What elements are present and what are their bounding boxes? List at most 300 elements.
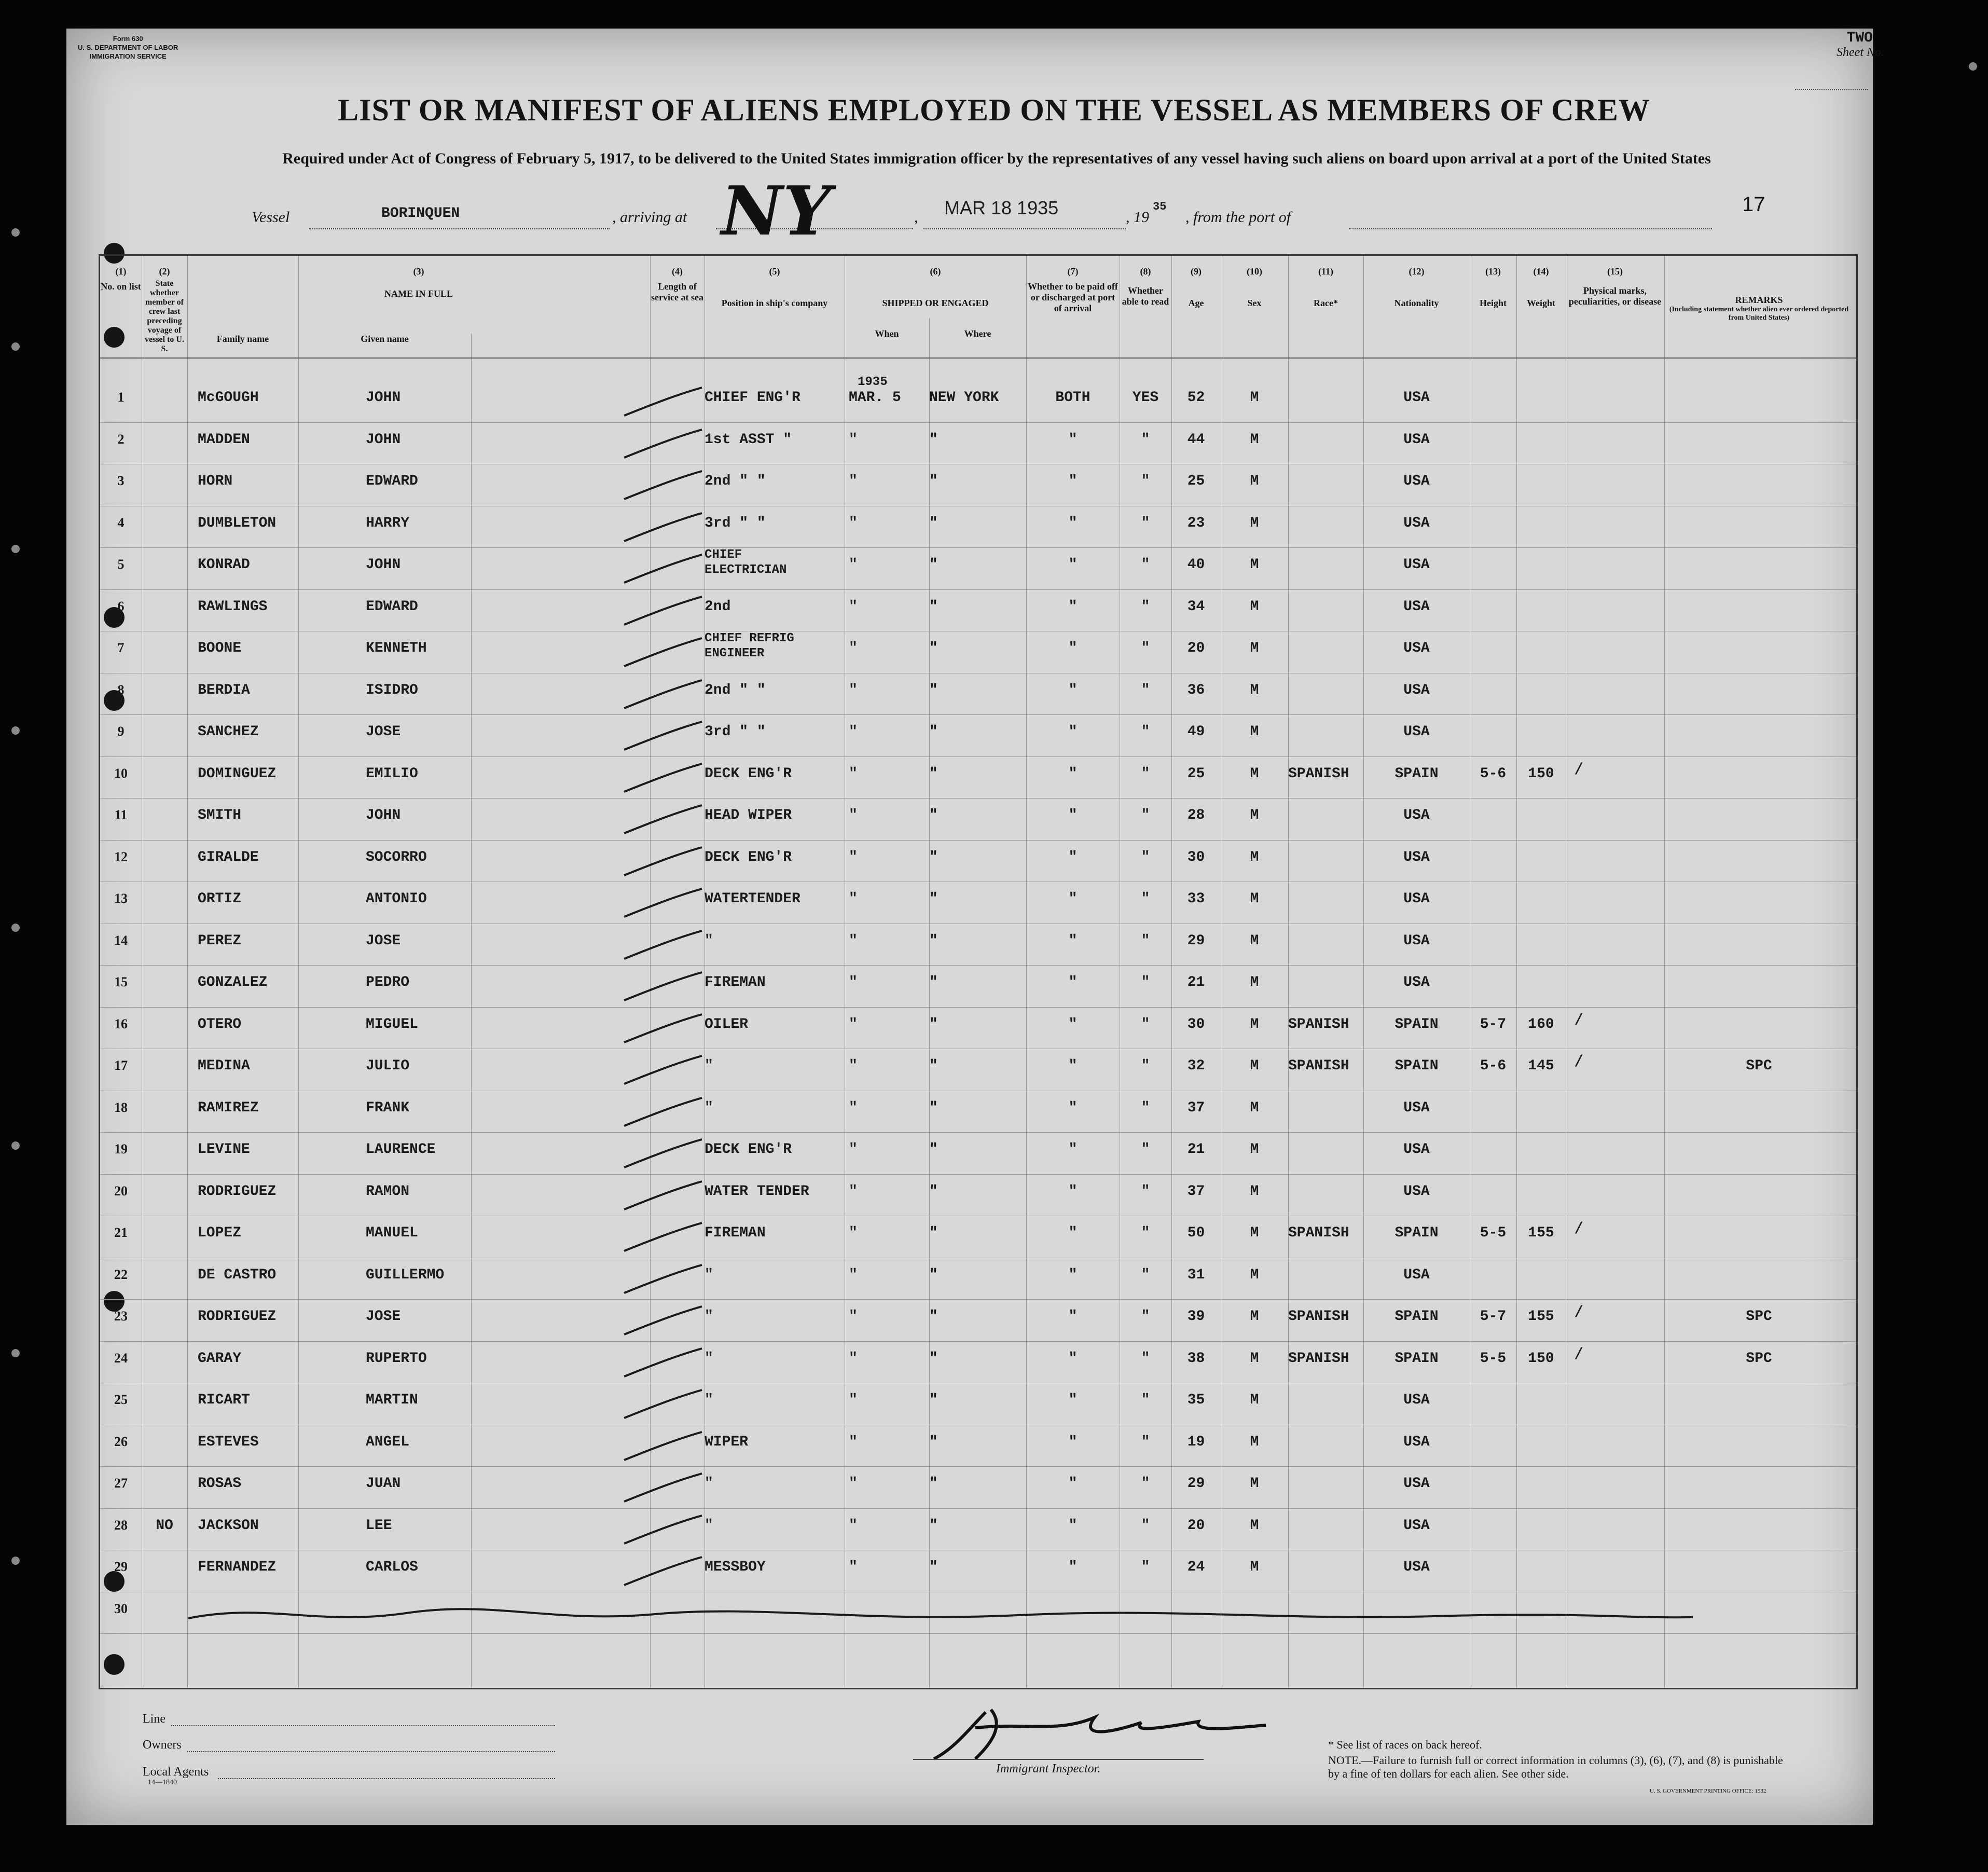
cell-given: KENNETH — [366, 640, 427, 656]
edge-punch-5 — [11, 924, 20, 932]
cell-position: " — [705, 1309, 713, 1325]
cell-given: GUILLERMO — [366, 1267, 445, 1283]
cell-position: OILER — [705, 1016, 749, 1033]
department-name: U. S. DEPARTMENT OF LABOR — [78, 44, 178, 51]
cell-age: 38 — [1187, 1350, 1205, 1367]
service-check-mark — [619, 1387, 707, 1423]
weight-tick-mark: / — [1576, 1219, 1582, 1236]
cell-family: ESTEVES — [198, 1434, 259, 1450]
owners-field — [187, 1751, 555, 1752]
cell-read: " — [1141, 1476, 1150, 1492]
cell-position: " — [705, 1517, 713, 1534]
cell-nat: USA — [1403, 724, 1430, 740]
cell-where: " — [929, 1225, 938, 1241]
cell-age: 28 — [1187, 807, 1205, 823]
cell-remarks: SPC — [1746, 1309, 1772, 1325]
cell-paid: " — [1068, 1225, 1078, 1241]
cell-read: " — [1141, 1099, 1150, 1116]
cell-position: DECK ENG'R — [705, 849, 792, 865]
page-subtitle: Required under Act of Congress of February 5, 1917, to be delivered to the United States immigration officer by the representatives of any vessel having such aliens on board upon arrival at a port of the United States — [282, 150, 1711, 167]
from-port-label: , from the port of — [1185, 209, 1291, 226]
cell-read: " — [1141, 724, 1150, 740]
cell-sex: M — [1250, 1434, 1259, 1450]
cell-sex: M — [1250, 682, 1259, 698]
cell-position: " — [705, 1476, 713, 1492]
service-check-mark — [619, 719, 707, 755]
cell-read: " — [1141, 1350, 1150, 1367]
cell-where: " — [929, 1517, 938, 1534]
col1-header: (1) No. on list — [101, 266, 141, 292]
table-row — [100, 798, 1856, 839]
cell-sex: M — [1250, 1183, 1259, 1200]
cell-when: " — [849, 1559, 858, 1575]
cell-when: " — [849, 640, 858, 656]
row-rule — [100, 1633, 1856, 1634]
cell-when: " — [849, 724, 858, 740]
service-check-mark — [619, 1554, 707, 1590]
col2-header: (2) State whether member of crew last preceding voyage of vessel to U. S. — [145, 266, 184, 353]
agents-field — [218, 1778, 555, 1779]
cell-no: 26 — [114, 1434, 128, 1449]
col4-header: (4) Length of service at sea — [651, 266, 703, 302]
cell-nat: USA — [1403, 891, 1430, 907]
cell-when: " — [849, 1225, 858, 1241]
cell-age: 29 — [1187, 1476, 1205, 1492]
sheet-number-value: TWO — [1846, 30, 1873, 46]
cell-nat: USA — [1403, 1476, 1430, 1492]
cell-position: 1st ASST " — [705, 431, 792, 448]
cell-where: " — [929, 849, 938, 865]
cell-nat: USA — [1403, 431, 1430, 448]
cell-sex: M — [1250, 1476, 1259, 1492]
cell-no: 2 — [117, 431, 125, 447]
cell-remarks: SPC — [1746, 1058, 1772, 1074]
cell-where: " — [929, 1183, 938, 1200]
cell-where: " — [929, 1058, 938, 1074]
cell-age: 29 — [1187, 932, 1205, 949]
table-row — [100, 673, 1856, 714]
cell-paid: " — [1068, 1141, 1078, 1158]
cell-family: DUMBLETON — [198, 515, 277, 531]
cell-when: " — [849, 1141, 858, 1158]
cell-when: " — [849, 515, 858, 531]
cell-nat: SPAIN — [1395, 765, 1439, 782]
table-row — [100, 589, 1856, 631]
cell-nat: USA — [1403, 1099, 1430, 1116]
cell-family: ROSAS — [198, 1476, 242, 1492]
printer-note: U. S. GOVERNMENT PRINTING OFFICE: 1932 — [1650, 1788, 1766, 1794]
cell-position: " — [705, 932, 713, 949]
cell-position: MESSBOY — [705, 1559, 766, 1575]
cell-nat: USA — [1403, 849, 1430, 865]
cell-no: 19 — [114, 1141, 128, 1157]
cell-no: 29 — [114, 1559, 128, 1574]
cell-family: RODRIGUEZ — [198, 1183, 277, 1200]
cell-paid: " — [1068, 1058, 1078, 1074]
cell-sex: M — [1250, 640, 1259, 656]
cell-given: JUAN — [366, 1476, 401, 1492]
cell-age: 30 — [1187, 1016, 1205, 1033]
cell-read: " — [1141, 598, 1150, 615]
service-check-mark — [619, 886, 707, 922]
cell-height: 5-7 — [1480, 1016, 1507, 1033]
cell-given: MANUEL — [366, 1225, 418, 1241]
weight-tick-mark: / — [1576, 1344, 1582, 1361]
service-check-mark — [619, 844, 707, 880]
cell-age: 21 — [1187, 974, 1205, 990]
cell-paid: " — [1068, 1392, 1078, 1408]
cell-family: BERDIA — [198, 682, 250, 698]
cell-age: 50 — [1187, 1225, 1205, 1241]
cell-position: DECK ENG'R — [705, 765, 792, 782]
cell-position: 3rd " " — [705, 515, 766, 531]
cell-family: SANCHEZ — [198, 724, 259, 740]
date-stamp: MAR 18 1935 — [944, 197, 1059, 218]
form-identifier — [78, 34, 178, 61]
cell-height: 5-6 — [1480, 1058, 1507, 1074]
cell-age: 24 — [1187, 1559, 1205, 1575]
cell-given: FRANK — [366, 1099, 410, 1116]
cell-position-line2: ELECTRICIAN — [705, 563, 787, 577]
edge-punch-8 — [11, 1557, 20, 1565]
page-number: 17 — [1742, 193, 1765, 216]
cell-family: BOONE — [198, 640, 242, 656]
cell-no: 11 — [114, 807, 128, 822]
cell-paid: " — [1068, 640, 1078, 656]
service-check-mark — [619, 384, 707, 421]
table-row — [100, 1049, 1856, 1090]
cell-sex: M — [1250, 1141, 1259, 1158]
cell-when: " — [849, 1434, 858, 1450]
cell-no: 20 — [114, 1183, 128, 1199]
cell-sex: M — [1250, 557, 1259, 573]
cell-weight: 150 — [1528, 1350, 1554, 1367]
cell-family: KONRAD — [198, 557, 250, 573]
cell-race: SPANISH — [1288, 765, 1349, 782]
cell-no: 1 — [117, 390, 125, 405]
table-row — [100, 1216, 1856, 1257]
col3-header: (3) NAME IN FULL — [384, 266, 453, 299]
cell-when: " — [849, 1309, 858, 1325]
cell-where: " — [929, 1267, 938, 1283]
date-comma: , — [914, 209, 918, 226]
cell-paid: " — [1068, 807, 1078, 823]
cell-where: " — [929, 891, 938, 907]
cell-where: " — [929, 682, 938, 698]
cell-age: 36 — [1187, 682, 1205, 698]
sheet-number-line — [1795, 89, 1868, 90]
cell-paid: BOTH — [1055, 390, 1090, 406]
col12-header: (12) Nationality — [1394, 266, 1439, 308]
cell-nat: USA — [1403, 1434, 1430, 1450]
cell-sex: M — [1250, 473, 1259, 489]
cell-age: 37 — [1187, 1183, 1205, 1200]
cell-where: " — [929, 1476, 938, 1492]
cell-family: LOPEZ — [198, 1225, 242, 1241]
cell-read: " — [1141, 557, 1150, 573]
cell-position: " — [705, 1392, 713, 1408]
cell-read: " — [1141, 640, 1150, 656]
cell-family: GARAY — [198, 1350, 242, 1367]
service-check-mark — [619, 1470, 707, 1507]
year-prefix: , 19 — [1126, 209, 1149, 226]
cell-nat: USA — [1403, 1559, 1430, 1575]
table-row — [100, 1508, 1856, 1550]
date-line — [923, 228, 1126, 229]
cell-nat: USA — [1403, 1141, 1430, 1158]
cell-position: HEAD WIPER — [705, 807, 792, 823]
inspector-label: Immigrant Inspector. — [996, 1762, 1101, 1775]
service-name: IMMIGRATION SERVICE — [89, 52, 167, 60]
table-row — [100, 1258, 1856, 1299]
weight-tick-mark: / — [1576, 759, 1582, 777]
cell-no: 17 — [114, 1058, 128, 1073]
cell-nat: SPAIN — [1395, 1225, 1439, 1241]
agents-code: 14—1840 — [148, 1779, 177, 1786]
cell-sex: M — [1250, 598, 1259, 615]
cell-nat: USA — [1403, 473, 1430, 489]
cell-age: 19 — [1187, 1434, 1205, 1450]
edge-punch-6 — [11, 1141, 20, 1150]
cell-family: GONZALEZ — [198, 974, 268, 990]
cell-no: 7 — [117, 640, 125, 655]
cell-where: " — [929, 473, 938, 489]
cell-when: " — [849, 1517, 858, 1534]
cell-nat: USA — [1403, 974, 1430, 990]
line-label: Line — [143, 1712, 165, 1726]
cell-when: " — [849, 598, 858, 615]
cell-nat: USA — [1403, 640, 1430, 656]
table-row — [100, 1007, 1856, 1049]
cell-when: " — [849, 557, 858, 573]
cell-family: HORN — [198, 473, 233, 489]
cell-where: " — [929, 515, 938, 531]
cell-paid: " — [1068, 431, 1078, 448]
cell-paid: " — [1068, 1476, 1078, 1492]
cell-sex: M — [1250, 1559, 1259, 1575]
cell-family: McGOUGH — [198, 390, 259, 406]
cell-age: 52 — [1187, 390, 1205, 406]
cell-age: 20 — [1187, 1517, 1205, 1534]
cell-age: 35 — [1187, 1392, 1205, 1408]
cell-position: CHIEF — [705, 548, 742, 562]
cell-age: 40 — [1187, 557, 1205, 573]
cell-sex: M — [1250, 974, 1259, 990]
cell-given: EMILIO — [366, 765, 418, 782]
cell-read: " — [1141, 765, 1150, 782]
cell-family: RODRIGUEZ — [198, 1309, 277, 1325]
table-row — [100, 1299, 1856, 1341]
cell-position: " — [705, 1099, 713, 1116]
service-check-mark — [619, 510, 707, 546]
cell-position: DECK ENG'R — [705, 1141, 792, 1158]
cell-no: 16 — [114, 1016, 128, 1031]
cell-age: 20 — [1187, 640, 1205, 656]
cell-where: " — [929, 1016, 938, 1033]
cell-sex: M — [1250, 1058, 1259, 1074]
cell-sex: M — [1250, 932, 1259, 949]
cell-paid: " — [1068, 1016, 1078, 1033]
col10-header: (10) Sex — [1247, 266, 1262, 308]
service-check-mark — [619, 1095, 707, 1131]
cell-given: RUPERTO — [366, 1350, 427, 1367]
cell-age: 49 — [1187, 724, 1205, 740]
cell-when: " — [849, 1183, 858, 1200]
cell-age: 21 — [1187, 1141, 1205, 1158]
where-header: Where — [964, 328, 991, 339]
edge-punch-3 — [11, 545, 20, 553]
cell-sex: M — [1250, 1350, 1259, 1367]
cell-given: HARRY — [366, 515, 410, 531]
cell-where: " — [929, 1559, 938, 1575]
year-suffix: 35 — [1153, 200, 1167, 213]
cell-position: CHIEF REFRIG — [705, 631, 794, 645]
service-check-mark — [619, 1011, 707, 1048]
cell-nat: USA — [1403, 598, 1430, 615]
cell-weight: 155 — [1528, 1225, 1554, 1241]
cell-read: " — [1141, 891, 1150, 907]
cell-family: RAWLINGS — [198, 598, 268, 615]
cell-age: 32 — [1187, 1058, 1205, 1074]
edge-punch-7 — [11, 1349, 20, 1357]
cell-nat: SPAIN — [1395, 1016, 1439, 1033]
cell-nat: SPAIN — [1395, 1309, 1439, 1325]
cell-remarks: SPC — [1746, 1350, 1772, 1367]
cell-race: SPANISH — [1288, 1058, 1349, 1074]
cell-no: 10 — [114, 765, 128, 781]
cancellation-line — [188, 1603, 1693, 1629]
cell-given: JOSE — [366, 724, 401, 740]
cell-given: JOSE — [366, 932, 401, 949]
cell-when: " — [849, 1267, 858, 1283]
cell-age: 25 — [1187, 473, 1205, 489]
cell-race: SPANISH — [1288, 1225, 1349, 1241]
cell-sex: M — [1250, 1392, 1259, 1408]
line-field — [171, 1725, 555, 1726]
cell-read: " — [1141, 849, 1150, 865]
cell-race: SPANISH — [1288, 1016, 1349, 1033]
col5-header: (5) Position in ship's company — [721, 266, 828, 308]
col8-header: (8) Whether able to read — [1122, 266, 1169, 307]
cell-age: 31 — [1187, 1267, 1205, 1283]
cell-no: 3 — [117, 473, 125, 488]
vessel-name: BORINQUEN — [381, 205, 460, 222]
service-check-mark — [619, 594, 707, 630]
cell-given: JOHN — [366, 390, 401, 406]
service-check-mark — [619, 928, 707, 964]
service-check-mark — [619, 969, 707, 1006]
cell-read: " — [1141, 1183, 1150, 1200]
cell-paid: " — [1068, 765, 1078, 782]
cell-given: LEE — [366, 1517, 392, 1534]
cell-no: 21 — [114, 1225, 128, 1240]
cell-where: " — [929, 765, 938, 782]
cell-sex: M — [1250, 891, 1259, 907]
cell-read: " — [1141, 1559, 1150, 1575]
cell-read: " — [1141, 1517, 1150, 1534]
col6-header: (6) SHIPPED OR ENGAGED — [882, 266, 989, 308]
cell-no: 4 — [117, 515, 125, 530]
cell-read: " — [1141, 1434, 1150, 1450]
cell-position: CHIEF ENG'R — [705, 390, 800, 406]
cell-paid: " — [1068, 682, 1078, 698]
owners-label: Owners — [143, 1738, 182, 1752]
from-port-line — [1349, 228, 1712, 229]
cell-no: 25 — [114, 1392, 128, 1407]
service-check-mark — [619, 468, 707, 504]
service-check-mark — [619, 635, 707, 671]
col11-header: (11) Race* — [1314, 266, 1338, 308]
remarks-header: REMARKS (Including statement whether alien ever ordered deported from United States) — [1669, 295, 1849, 322]
cell-no: 28 — [114, 1517, 128, 1533]
service-check-mark — [619, 426, 707, 463]
cell-weight: 160 — [1528, 1016, 1554, 1033]
service-check-mark — [619, 1512, 707, 1549]
cell-no: 9 — [117, 724, 125, 739]
cell-when: " — [849, 974, 858, 990]
cell-when: " — [849, 473, 858, 489]
cell-when: " — [849, 1350, 858, 1367]
table-row — [100, 464, 1856, 505]
given-name-header: Given name — [361, 334, 409, 344]
cell-nat: USA — [1403, 807, 1430, 823]
sheet-number-label: Sheet No. — [1837, 46, 1884, 59]
cell-weight: 150 — [1528, 765, 1554, 782]
cell-no: 8 — [117, 682, 125, 697]
cell-read: " — [1141, 1309, 1150, 1325]
cell-read: " — [1141, 1058, 1150, 1074]
cell-paid: " — [1068, 1559, 1078, 1575]
cell-nat: USA — [1403, 1183, 1430, 1200]
cell-sex: M — [1250, 1309, 1259, 1325]
service-check-mark — [619, 1220, 707, 1256]
cell-read: " — [1141, 974, 1150, 990]
cell-family: LEVINE — [198, 1141, 250, 1158]
cell-height: 5-5 — [1480, 1350, 1507, 1367]
cell-when: " — [849, 431, 858, 448]
cell-when: " — [849, 765, 858, 782]
cell-when: " — [849, 807, 858, 823]
table-row — [100, 506, 1856, 547]
cell-age: 39 — [1187, 1309, 1205, 1325]
cell-paid: " — [1068, 515, 1078, 531]
cell-read: " — [1141, 515, 1150, 531]
col14-header: (14) Weight — [1526, 266, 1555, 308]
cell-sex: M — [1250, 724, 1259, 740]
cell-read: " — [1141, 682, 1150, 698]
cell-nat: USA — [1403, 932, 1430, 949]
cell-family: ORTIZ — [198, 891, 242, 907]
cell-family: PEREZ — [198, 932, 242, 949]
cell-read: " — [1141, 1267, 1150, 1283]
cell-height: 5-7 — [1480, 1309, 1507, 1325]
cell-sex: M — [1250, 1099, 1259, 1116]
cell-no: 23 — [114, 1309, 128, 1324]
cell-family: OTERO — [198, 1016, 242, 1033]
col7-header: (7) Whether to be paid off or discharged at port of arrival — [1028, 266, 1118, 313]
cell-sex: M — [1250, 1517, 1259, 1534]
cell-family: MADDEN — [198, 431, 250, 448]
table-row — [100, 1091, 1856, 1132]
cell-age: 25 — [1187, 765, 1205, 782]
cell-no: 27 — [114, 1476, 128, 1491]
edge-punch-4 — [11, 726, 20, 735]
cell-sex: M — [1250, 390, 1259, 406]
cell-position: FIREMAN — [705, 974, 766, 990]
cell-position: 2nd " " — [705, 473, 766, 489]
cell-given: JULIO — [366, 1058, 410, 1074]
table-row — [100, 1466, 1856, 1508]
